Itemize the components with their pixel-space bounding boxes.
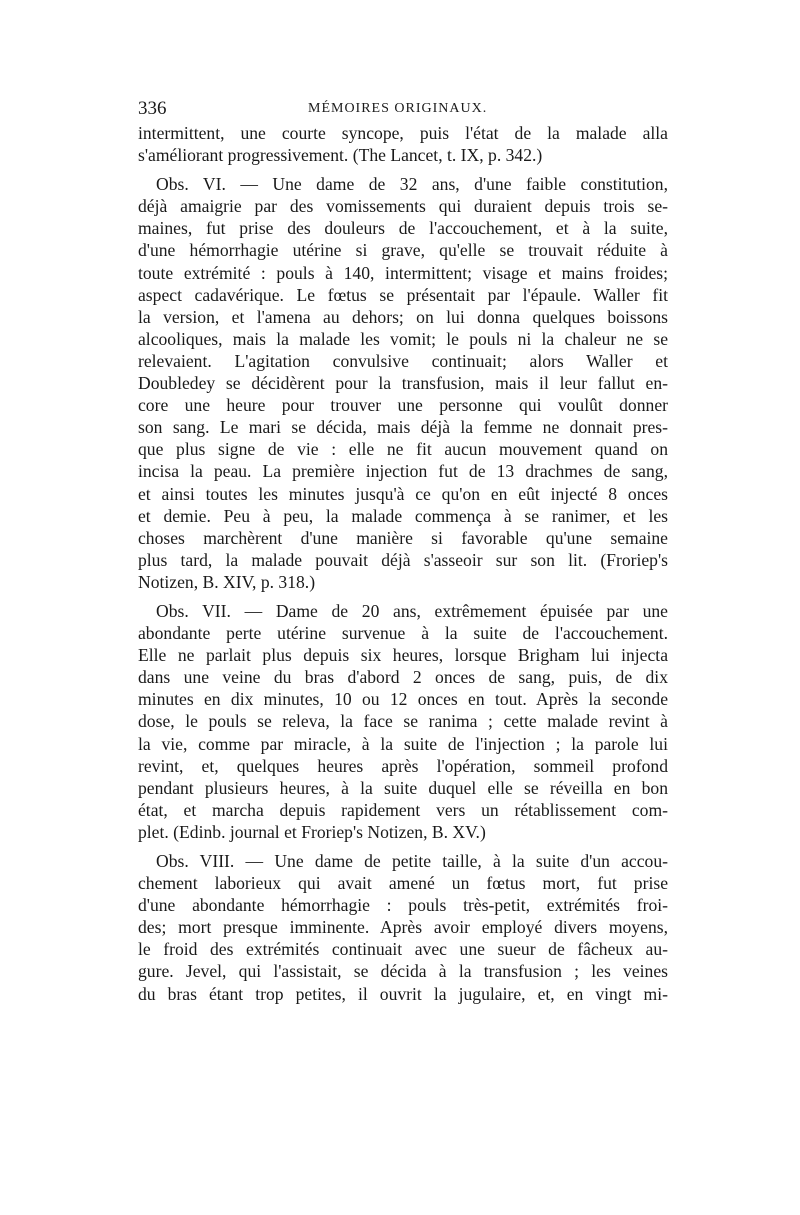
text-line: son sang. Le mari se décida, mais déjà la femme ne donnait pres- xyxy=(138,417,668,438)
text-line: toute extrémité : pouls à 140, intermittent; visage et mains froides; xyxy=(138,262,668,283)
text-line: le froid des extrémités continuait avec une sueur de fâcheux au- xyxy=(138,939,668,960)
text-line: Doubledey se décidèrent pour la transfusion, mais il leur fallut en- xyxy=(138,373,668,394)
text-line: abondante perte utérine survenue à la suite de l'accouchement. xyxy=(138,623,668,644)
text-line: et ainsi toutes les minutes jusqu'à ce qu'on en eût injecté 8 onces xyxy=(138,483,668,504)
text-line: gure. Jevel, qui l'assistait, se décida à la transfusion ; les veines xyxy=(138,961,668,982)
text-line: plus tard, la malade pouvait déjà s'asseoir sur son lit. (Froriep's xyxy=(138,549,668,570)
text-line: s'améliorant progressivement. (The Lancet, t. IX, p. 342.) xyxy=(138,145,543,166)
text-line: dans une veine du bras d'abord 2 onces de sang, puis, de dix xyxy=(138,667,668,688)
text-line: d'une hémorrhagie utérine si grave, qu'elle se trouvait réduite à xyxy=(138,240,668,261)
text-line: alcooliques, mais la malade les vomit; le pouls ni la chaleur ne se xyxy=(138,328,668,349)
text-line: minutes en dix minutes, 10 ou 12 onces en tout. Après la seconde xyxy=(138,689,668,710)
page-number: 336 xyxy=(138,98,167,119)
text-line: Obs. VII. — Dame de 20 ans, extrêmement épuisée par une xyxy=(156,600,668,621)
text-line: d'une abondante hémorrhagie : pouls très-petit, extrémités froi- xyxy=(138,895,668,916)
text-line: Obs. VI. — Une dame de 32 ans, d'une faible constitution, xyxy=(156,174,668,195)
paragraph-continuation xyxy=(138,122,668,166)
text-line: Notizen, B. XIV, p. 318.) xyxy=(138,571,316,592)
text-line: Elle ne parlait plus depuis six heures, lorsque Brigham lui injecta xyxy=(138,645,668,666)
paragraph-obs-viii xyxy=(138,850,668,1005)
paragraph-obs-vi xyxy=(138,173,668,593)
text-line: des; mort presque imminente. Après avoir employé divers moyens, xyxy=(138,917,668,938)
page-header xyxy=(138,98,668,124)
text-line: incisa la peau. La première injection fut de 13 drachmes de sang, xyxy=(138,461,668,482)
text-line: la version, et l'amena au dehors; on lui donna quelques boissons xyxy=(138,306,668,327)
text-line: du bras étant trop petites, il ouvrit la jugulaire, et, en vingt mi- xyxy=(138,983,668,1004)
text-line: core une heure pour trouver une personne qui voulût donner xyxy=(138,395,668,416)
text-line: déjà amaigrie par des vomissements qui duraient depuis trois se- xyxy=(138,196,668,217)
text-line: maines, fut prise des douleurs de l'accouchement, et à la suite, xyxy=(138,218,668,239)
body-text xyxy=(138,122,668,1005)
text-line: dose, le pouls se releva, la face se ranima ; cette malade revint à xyxy=(138,711,668,732)
text-line: aspect cadavérique. Le fœtus se présentait par l'épaule. Waller fit xyxy=(138,284,668,305)
text-line: pendant plusieurs heures, à la suite duquel elle se réveilla en bon xyxy=(138,777,668,798)
text-line: relevaient. L'agitation convulsive continuait; alors Waller et xyxy=(138,350,668,371)
text-line: état, et marcha depuis rapidement vers un rétablissement com- xyxy=(138,799,668,820)
text-line: revint, et, quelques heures après l'opération, sommeil profond xyxy=(138,755,668,776)
text-line: la vie, comme par miracle, à la suite de l'injection ; la parole lui xyxy=(138,733,668,754)
text-line: intermittent, une courte syncope, puis l'état de la malade alla xyxy=(138,123,668,143)
text-line: Obs. VIII. — Une dame de petite taille, à la suite d'un accou- xyxy=(156,851,668,871)
text-line: que plus signe de vie : elle ne fit aucun mouvement quand on xyxy=(138,439,668,460)
text-line: et demie. Peu à peu, la malade commença à se ranimer, et les xyxy=(138,505,668,526)
running-head: MÉMOIRES ORIGINAUX. xyxy=(308,101,488,116)
text-line: choses marchèrent d'une manière si favorable qu'une semaine xyxy=(138,527,668,548)
text-line: chement laborieux qui avait amené un fœtus mort, fut prise xyxy=(138,873,668,894)
text-line: plet. (Edinb. journal et Froriep's Notizen, B. XV.) xyxy=(138,821,486,842)
paragraph-obs-vii xyxy=(138,600,668,843)
